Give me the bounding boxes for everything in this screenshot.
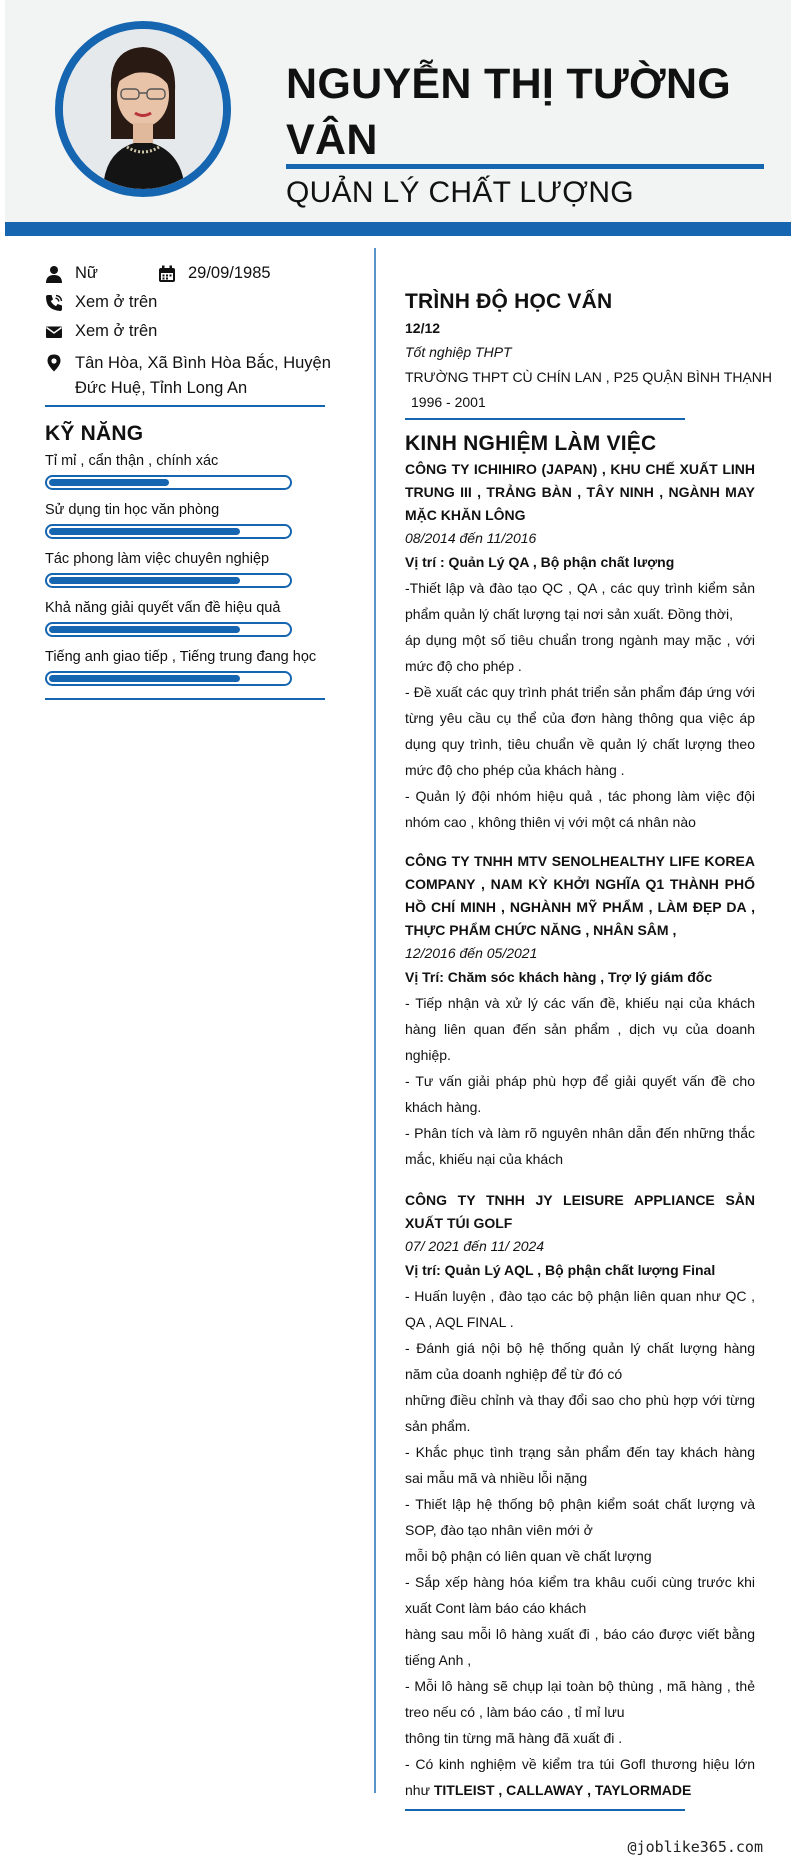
- job-duty: mỗi bộ phận có liên quan về chất lượng: [405, 1548, 652, 1564]
- candidate-name: NGUYỄN THỊ TƯỜNG VÂN: [286, 60, 732, 164]
- contact-gender: [45, 264, 98, 283]
- skill-bar: [45, 524, 292, 539]
- job-duty: - Khắc phục tình trạng sản phẩm đến tay khách hàng sai mẫu mã và nhiều lỗi nặng: [405, 1444, 755, 1486]
- skill-bar: [45, 671, 292, 686]
- education-school: TRƯỜNG THPT CÙ CHÍN LAN , P25 QUẬN BÌNH THẠNH: [405, 369, 773, 385]
- skill-label: Tỉ mỉ , cẩn thận , chính xác: [45, 453, 219, 469]
- skill-level-fill: [49, 626, 240, 633]
- job-role: Vị trí: Quản Lý AQL , Bộ phận chất lượng Final: [405, 1262, 716, 1278]
- person-icon: [45, 265, 63, 283]
- skill-bar: [45, 622, 292, 637]
- contact-email: [45, 322, 157, 341]
- job-duty: - Quản lý đội nhóm hiệu quả , tác phong làm việc đội nhóm cao , không thiên vị với một cá nhân nào: [405, 788, 755, 830]
- job-duty-last: [405, 1751, 755, 1803]
- job-company: CÔNG TY ICHIHIRO (JAPAN) , KHU CHẾ XUẤT LINH TRUNG III , TRẢNG BÀN , TÂY NINH , NGÀNH MAY MẶC KHĂN LÔNG: [405, 461, 755, 523]
- contact-address: [45, 351, 355, 401]
- skill-bar: [45, 573, 292, 588]
- skill-level-fill: [49, 479, 169, 486]
- education-grade: 12/12: [405, 320, 441, 336]
- name-underline: [286, 164, 764, 169]
- job-duty: - Huấn luyện , đào tạo các bộ phận liên quan như QC , QA , AQL FINAL .: [405, 1288, 755, 1330]
- job-duty: - Phân tích và làm rõ nguyên nhân dẫn đến những thắc mắc, khiếu nại của khách: [405, 1125, 755, 1167]
- job-entry: [405, 850, 755, 1172]
- header-accent-band: [5, 222, 791, 236]
- job-duty: - Đánh giá nội bộ hệ thống quản lý chất lượng hàng năm của doanh nghiệp để từ đó có: [405, 1340, 755, 1382]
- golf-brands: TITLEIST , CALLAWAY , TAYLORMADE: [433, 1782, 692, 1798]
- portrait-photo: [63, 29, 223, 189]
- job-duty: - Mỗi lô hàng sẽ chụp lại toàn bộ thùng , mã hàng , thẻ treo nếu có , làm báo cáo , tỉ mỉ lưu: [405, 1678, 755, 1720]
- job-duty: - Sắp xếp hàng hóa kiểm tra khâu cuối cùng trước khi xuất Cont làm báo cáo khách: [405, 1574, 755, 1616]
- job-description: [405, 990, 755, 1172]
- avatar: [55, 21, 231, 197]
- job-duty: - Tiếp nhận và xử lý các vấn đề, khiếu nại của khách hàng liên quan đến sản phẩm , dịch vụ của doanh nghiệp.: [405, 995, 755, 1063]
- contact-phone: [45, 293, 157, 312]
- job-duty: những điều chỉnh và thay đổi sao cho phù hợp với từng sản phẩm.: [405, 1392, 755, 1434]
- job-duty: - Thiết lập hệ thống bộ phận kiểm soát chất lượng và SOP, đào tạo nhân viên mới ở: [405, 1496, 755, 1538]
- education-title: TRÌNH ĐỘ HỌC VẤN: [405, 290, 613, 313]
- job-duty-text: - Có kinh nghiệm về kiểm tra túi Gofl thương hiệu lớn như: [405, 1756, 755, 1798]
- job-duty: -Thiết lập và đào tạo QC , QA , các quy trình kiểm sản phẩm quản lý chất lượng tại nơi sản xuất. Đồng thời,: [405, 580, 755, 622]
- contact-divider: [45, 405, 325, 407]
- location-pin-icon: [45, 354, 63, 372]
- phone-value: Xem ở trên: [75, 293, 158, 311]
- skills-title: KỸ NĂNG: [45, 422, 144, 445]
- calendar-icon: [158, 265, 176, 283]
- job-company: CÔNG TY TNHH JY LEISURE APPLIANCE SẢN XUẤT TÚI GOLF: [405, 1192, 755, 1231]
- job-company: CÔNG TY TNHH MTV SENOLHEALTHY LIFE KOREA COMPANY , NAM KỲ KHỞI NGHĨA Q1 THÀNH PHỐ HỒ CHÍ MINH , NGHÀNH MỸ PHẨM , LÀM ĐẸP DA , THỰC PHẨM CHỨC NĂNG , NHÂN SÂM ,: [405, 853, 755, 938]
- skill-label: Sử dụng tin học văn phòng: [45, 502, 220, 518]
- job-duty: - Đề xuất các quy trình phát triển sản phẩm đáp ứng với từng yêu cầu cụ thể của đơn hàng thông qua việc áp dụng quy trình, tiêu chuẩn về quản lý chất lượng theo mức độ cho phép của khách hàng .: [405, 684, 755, 778]
- job-period: 08/2014 đến 11/2016: [405, 530, 537, 546]
- gender-value: Nữ: [75, 264, 98, 282]
- skill-level-fill: [49, 577, 240, 584]
- skill-bar: [45, 475, 292, 490]
- job-duty: hàng sau mỗi lô hàng xuất đi , báo cáo được viết bằng tiếng Anh ,: [405, 1626, 755, 1668]
- column-divider: [374, 248, 376, 1793]
- skill-label: Tiếng anh giao tiếp , Tiếng trung đang học: [45, 649, 317, 665]
- job-description: [405, 1283, 755, 1803]
- phone-icon: [45, 294, 63, 312]
- job-entry: [405, 458, 755, 835]
- experience-title: KINH NGHIỆM LÀM VIỆC: [405, 432, 657, 455]
- job-title: QUẢN LÝ CHẤT LƯỢNG: [286, 176, 634, 209]
- education-divider: [405, 418, 685, 420]
- skills-divider: [45, 698, 325, 700]
- address-value: Tân Hòa, Xã Bình Hòa Bắc, Huyện Đức Huệ, Tỉnh Long An: [75, 354, 331, 397]
- job-description: [405, 575, 755, 835]
- skill-level-fill: [49, 675, 240, 682]
- contact-birthday: [158, 264, 271, 283]
- experience-divider: [405, 1809, 685, 1811]
- site-watermark: @joblike365.com: [627, 1838, 763, 1856]
- email-value: Xem ở trên: [75, 322, 158, 340]
- job-duty: - Tư vấn giải pháp phù hợp để giải quyết vấn đề cho khách hàng.: [405, 1073, 755, 1115]
- job-role: Vị Trí: Chăm sóc khách hàng , Trợ lý giám đốc: [405, 969, 713, 985]
- skill-label: Khả năng giải quyết vấn đề hiệu quả: [45, 600, 281, 616]
- education-degree: Tốt nghiệp THPT: [405, 344, 512, 360]
- job-entry: [405, 1189, 755, 1803]
- birthday-value: 29/09/1985: [188, 264, 271, 282]
- job-period: 12/2016 đến 05/2021: [405, 945, 538, 961]
- education-years: 1996 - 2001: [411, 394, 486, 410]
- job-period: 07/ 2021 đến 11/ 2024: [405, 1238, 545, 1254]
- envelope-icon: [45, 323, 63, 341]
- skill-label: Tác phong làm việc chuyên nghiệp: [45, 551, 270, 567]
- job-duty: thông tin từng mã hàng đã xuất đi .: [405, 1730, 623, 1746]
- job-role: Vị trí : Quản Lý QA , Bộ phận chất lượng: [405, 554, 675, 570]
- skill-level-fill: [49, 528, 240, 535]
- job-duty: áp dụng một số tiêu chuẩn trong ngành may mặc , với mức độ cho phép .: [405, 632, 755, 674]
